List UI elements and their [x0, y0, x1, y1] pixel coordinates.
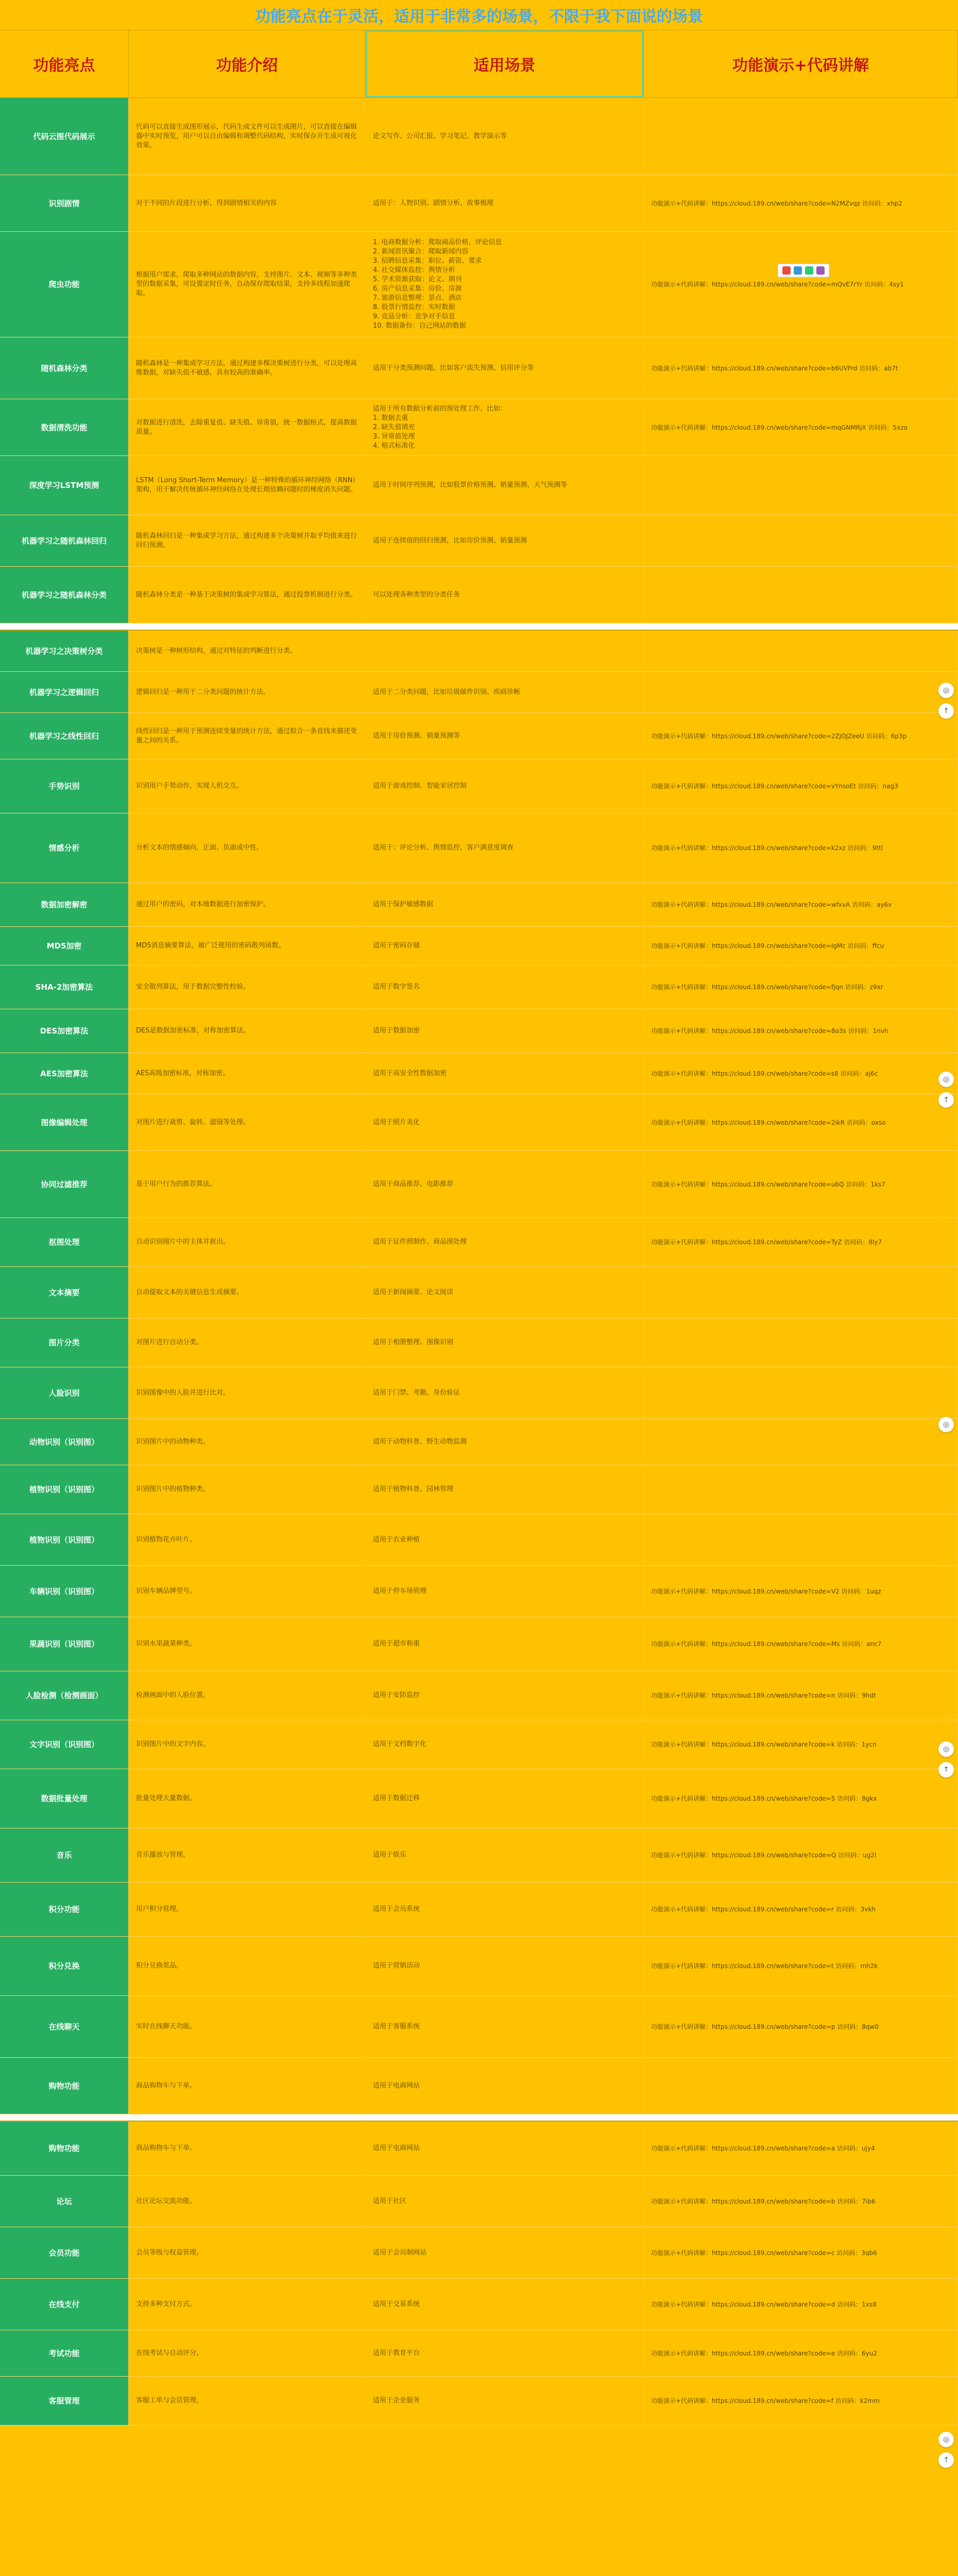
- keyboard-icon[interactable]: [805, 266, 813, 275]
- table-row: [0, 337, 958, 399]
- feature-intro-cell: 识别图片中的文字内容。: [129, 1720, 366, 1769]
- feature-demo-link-cell[interactable]: 功能演示+代码讲解：https://cloud.189.cn/web/share?code=TyZ 访问码：8ly7: [644, 1218, 958, 1266]
- feature-demo-link-cell[interactable]: 功能演示+代码讲解：https://cloud.189.cn/web/share?code=vYnsoEt 访问码：nag3: [644, 759, 958, 813]
- table-row: [0, 1465, 958, 1514]
- feature-name-cell: 机器学习之随机森林分类: [0, 567, 129, 623]
- side-float-help-icon-3[interactable]: ◎: [938, 1417, 954, 1432]
- feature-scene-cell: 适用于交易系统: [366, 2279, 644, 2330]
- table-row: [0, 759, 958, 814]
- feature-demo-link-cell[interactable]: 功能演示+代码讲解：https://cloud.189.cn/web/share?code=b6UVFrd 访问码：ab7t: [644, 337, 958, 399]
- feature-intro-cell: 识别车辆品牌型号。: [129, 1566, 366, 1617]
- feature-intro-cell: 识别用户手势动作，实现人机交互。: [129, 759, 366, 813]
- feature-intro-cell: 商品购物车与下单。: [129, 2122, 366, 2175]
- feature-demo-link-cell[interactable]: 功能演示+代码讲解：https://cloud.189.cn/web/share?code=mqGNMRjX 访问码：5xzo: [644, 399, 958, 455]
- feature-intro-cell: 根据用户需求，爬取多种网站的数据内容，支持图片、文本、视频等多种类型的数据采集，可设置定时任务，自动保存爬取结果，支持多线程加速爬取。: [129, 232, 366, 337]
- feature-scene-cell: 适用于高安全性数据加密: [366, 1053, 644, 1094]
- feature-name-cell: 图片分类: [0, 1318, 129, 1367]
- side-float-top-icon-5[interactable]: ↑: [938, 2452, 954, 2468]
- feature-name-cell: 随机森林分类: [0, 337, 129, 399]
- page-banner: 功能亮点在于灵活，适用于非常多的场景，不限于我下面说的场景: [255, 8, 703, 26]
- side-float-top-icon-4[interactable]: ↑: [938, 1762, 954, 1777]
- table-row: [0, 1053, 958, 1094]
- feature-demo-link-cell[interactable]: [644, 456, 958, 515]
- feature-name-cell: 在线支付: [0, 2279, 129, 2330]
- feature-demo-link-cell[interactable]: [644, 672, 958, 713]
- side-float-help-icon-4[interactable]: ◎: [938, 1741, 954, 1757]
- feature-demo-link-cell[interactable]: 功能演示+代码讲解：https://cloud.189.cn/web/share?code=u6Q 访问码：1ks7: [644, 1151, 958, 1217]
- feature-scene-cell: 适用于农业种植: [366, 1514, 644, 1565]
- table-row: [0, 1671, 958, 1720]
- feature-scene-cell: 可以处理各种类型的分类任务: [366, 567, 644, 623]
- feature-name-cell: 文本摘要: [0, 1267, 129, 1318]
- feature-intro-cell: 识别图像中的人脸并进行比对。: [129, 1367, 366, 1418]
- feature-scene-cell: 适用于分类预测问题，比如客户流失预测、信用评分等: [366, 337, 644, 399]
- feature-intro-cell: 社区论坛交流功能。: [129, 2176, 366, 2227]
- feature-intro-cell: 客服工单与会话管理。: [129, 2377, 366, 2425]
- feature-name-cell: 数据批量处理: [0, 1769, 129, 1828]
- side-float-help-icon[interactable]: ◎: [938, 683, 954, 698]
- feature-scene-cell: 适用于保护敏感数据: [366, 883, 644, 926]
- feature-demo-link-cell[interactable]: 功能演示+代码讲解：https://cloud.189.cn/web/share?code=8o3s 访问码：1nvh: [644, 1009, 958, 1053]
- feature-name-cell: 数据清洗功能: [0, 399, 129, 455]
- feature-name-cell: DES加密算法: [0, 1009, 129, 1053]
- feature-name-cell: SHA-2加密算法: [0, 965, 129, 1009]
- feature-demo-link-cell[interactable]: 功能演示+代码讲解：https://cloud.189.cn/web/share?code=2ZjOJZeeU 访问码：6p3p: [644, 713, 958, 759]
- feature-demo-link-cell[interactable]: 功能演示+代码讲解：https://cloud.189.cn/web/share?code=mQvE7rYr 访问码：4sy1: [644, 232, 958, 337]
- feature-name-cell: 爬虫功能: [0, 232, 129, 337]
- table-row: [0, 175, 958, 232]
- feature-intro-cell: 识别水果蔬菜种类。: [129, 1617, 366, 1671]
- feature-scene-cell: 适用于房价预测、销量预测等: [366, 713, 644, 759]
- feature-scene-cell: 1. 电商数据分析：爬取商品价格、评论信息 2. 新闻资讯聚合：爬取新闻内容 3. 招聘信息采集：职位、薪资、要求 4. 社交媒体监控：舆情分析 5. 学术资源获取：论文、期刊 6. 房产信息采集：房价、房源 7. 旅游信息整理：景点、酒店 8. 股票行情监控：实时数据 9. 竞品分析：竞争对手信息 10. 数据备份：自己网站的数据: [366, 232, 644, 337]
- feature-scene-cell: [366, 631, 644, 671]
- feature-demo-link-cell[interactable]: [644, 631, 958, 671]
- table-row: [0, 1218, 958, 1267]
- feature-demo-link-cell[interactable]: [644, 515, 958, 566]
- feature-name-cell: 机器学习之决策树分类: [0, 631, 129, 671]
- table-row: [0, 1419, 958, 1465]
- feature-scene-cell: 适用于新闻摘要、论文阅读: [366, 1267, 644, 1318]
- mic-icon[interactable]: [794, 266, 802, 275]
- feature-scene-cell: 适用于时间序列预测，比如股票价格预测、销量预测、天气预测等: [366, 456, 644, 515]
- feature-name-cell: 在线聊天: [0, 1996, 129, 2057]
- table-row: [0, 2176, 958, 2227]
- feature-name-cell: 会员功能: [0, 2227, 129, 2278]
- feature-demo-link-cell[interactable]: [644, 98, 958, 175]
- feature-scene-cell: 适用于超市称重: [366, 1617, 644, 1671]
- table-row: [0, 1009, 958, 1053]
- feature-name-cell: MD5加密: [0, 927, 129, 965]
- side-float-help-icon-2[interactable]: ◎: [938, 1072, 954, 1087]
- feature-intro-cell: 逻辑回归是一种用于二分类问题的统计方法。: [129, 672, 366, 713]
- feature-intro-cell: MD5消息摘要算法，被广泛使用的密码散列函数。: [129, 927, 366, 965]
- table-row: [0, 713, 958, 759]
- feature-intro-cell: 自动识别图片中的主体并抠出。: [129, 1218, 366, 1266]
- table-row: [0, 232, 958, 337]
- feature-scene-cell: 适用于会员系统: [366, 1883, 644, 1936]
- feature-scene-cell: 适用于游戏控制、智能家居控制: [366, 759, 644, 813]
- feature-name-cell: 深度学习LSTM预测: [0, 456, 129, 515]
- feature-demo-link-cell[interactable]: [644, 2058, 958, 2114]
- feature-demo-link-cell[interactable]: 功能演示+代码讲解：https://cloud.189.cn/web/share?code=t 访问码：mh2k: [644, 1937, 958, 1995]
- feature-demo-link-cell[interactable]: 功能演示+代码讲解：https://cloud.189.cn/web/share?code=2ikR 访问码：oxso: [644, 1094, 958, 1150]
- table-header: [0, 30, 958, 98]
- table-row: [0, 1720, 958, 1769]
- feature-intro-cell: 会员等级与权益管理。: [129, 2227, 366, 2278]
- section-separator: [0, 623, 958, 631]
- feature-demo-link-cell[interactable]: 功能演示+代码讲解：https://cloud.189.cn/web/share?code=wfxvA 访问码：ay6v: [644, 883, 958, 926]
- feature-intro-cell: 安全散列算法，用于数据完整性校验。: [129, 965, 366, 1009]
- feature-scene-cell: 适用于二分类问题，比如垃圾邮件识别、疾病诊断: [366, 672, 644, 713]
- feature-intro-cell: 检测画面中的人脸位置。: [129, 1671, 366, 1720]
- side-float-help-icon-5[interactable]: ◎: [938, 2432, 954, 2447]
- feature-name-cell: 手势识别: [0, 759, 129, 813]
- feature-scene-cell: 适用于证件照制作、商品图处理: [366, 1218, 644, 1266]
- feature-scene-cell: 适用于会员制网站: [366, 2227, 644, 2278]
- feature-name-cell: 积分功能: [0, 1883, 129, 1936]
- feature-name-cell: 识别剧情: [0, 175, 129, 231]
- feature-intro-cell: 随机森林是一种集成学习方法，通过构建多棵决策树进行分类，可以处理高维数据，对缺失值不敏感，具有较高的准确率。: [129, 337, 366, 399]
- feature-intro-cell: 支持多种支付方式。: [129, 2279, 366, 2330]
- feature-intro-cell: 线性回归是一种用于预测连续变量的统计方法，通过拟合一条直线来描述变量之间的关系。: [129, 713, 366, 759]
- feature-name-cell: 动物识别（识别图）: [0, 1419, 129, 1465]
- header-feature: 功能亮点: [0, 30, 129, 97]
- feature-name-cell: 机器学习之随机森林回归: [0, 515, 129, 566]
- feature-demo-link-cell[interactable]: 功能演示+代码讲解：https://cloud.189.cn/web/share?code=c 访问码：3qb6: [644, 2227, 958, 2278]
- feature-intro-cell: LSTM（Long Short-Term Memory）是一种特殊的循环神经网络（RNN）架构，用于解决传统循环神经网络在处理长期依赖问题时的梯度消失问题。: [129, 456, 366, 515]
- table-row: [0, 814, 958, 883]
- feature-name-cell: 人脸识别: [0, 1367, 129, 1418]
- table-row: [0, 1094, 958, 1151]
- feature-scene-cell: 适用于客服系统: [366, 1996, 644, 2057]
- table-row: [0, 2058, 958, 2114]
- feature-intro-cell: 随机森林回归是一种集成学习方法，通过构建多个决策树并取平均值来进行回归预测。: [129, 515, 366, 566]
- feature-demo-link-cell[interactable]: [644, 1267, 958, 1318]
- feature-intro-cell: 在线考试与自动评分。: [129, 2330, 366, 2376]
- feature-scene-cell: 适用于电商网站: [366, 2122, 644, 2175]
- feature-demo-link-cell[interactable]: 功能演示+代码讲解：https://cloud.189.cn/web/share?code=s8 访问码：aj6c: [644, 1053, 958, 1094]
- feature-name-cell: 图像编辑处理: [0, 1094, 129, 1150]
- feature-demo-link-cell[interactable]: 功能演示+代码讲解：https://cloud.189.cn/web/share?code=k2xz 访问码：9ttl: [644, 814, 958, 883]
- feature-demo-link-cell[interactable]: 功能演示+代码讲解：https://cloud.189.cn/web/share?code=5 访问码：8gkx: [644, 1769, 958, 1828]
- feature-scene-cell: 适用于安防监控: [366, 1671, 644, 1720]
- feature-intro-cell: 识别图片中的动物种类。: [129, 1419, 366, 1465]
- feature-demo-link-cell[interactable]: 功能演示+代码讲解：https://cloud.189.cn/web/share?code=e 访问码：6yu2: [644, 2330, 958, 2376]
- table-row: [0, 883, 958, 927]
- table-row: [0, 2279, 958, 2330]
- table-row: [0, 1151, 958, 1218]
- feature-name-cell: 机器学习之逻辑回归: [0, 672, 129, 713]
- table-row: [0, 456, 958, 515]
- table-row: [0, 2377, 958, 2426]
- feature-intro-cell: AES高级加密标准，对称加密。: [129, 1053, 366, 1094]
- feature-name-cell: AES加密算法: [0, 1053, 129, 1094]
- feature-name-cell: 人脸检测（检测画面）: [0, 1671, 129, 1720]
- feature-name-cell: 客服管理: [0, 2377, 129, 2425]
- feature-scene-cell: 适用于密码存储: [366, 927, 644, 965]
- feature-demo-link-cell[interactable]: [644, 1367, 958, 1418]
- feature-demo-link-cell[interactable]: 功能演示+代码讲解：https://cloud.189.cn/web/share?code=p 访问码：8qw0: [644, 1996, 958, 2057]
- feature-intro-cell: 音乐播放与管理。: [129, 1828, 366, 1882]
- feature-name-cell: 代码云图代码展示: [0, 98, 129, 175]
- header-demo: 功能演示+代码讲解: [644, 30, 958, 97]
- feature-scene-cell: 论文写作、公司汇报、学习笔记、教学演示等: [366, 98, 644, 175]
- table-row: [0, 1769, 958, 1828]
- feature-intro-cell: 代码可以直接生成图形展示，代码生成文件可以生成图片，可以直接在编辑器中实时预览，用户可以自由编辑和调整代码结构，实时保存并生成可视化效果。: [129, 98, 366, 175]
- feature-intro-cell: 对图片进行裁剪、旋转、滤镜等处理。: [129, 1094, 366, 1150]
- table-row: [0, 2227, 958, 2279]
- feature-intro-cell: 决策树是一种树形结构，通过对特征的判断进行分类。: [129, 631, 366, 671]
- emoji-icon[interactable]: [816, 266, 825, 275]
- table-row: [0, 567, 958, 623]
- feature-demo-link-cell[interactable]: 功能演示+代码讲解：https://cloud.189.cn/web/share?code=k 访问码：1ycn: [644, 1720, 958, 1769]
- feature-intro-cell: 商品购物车与下单。: [129, 2058, 366, 2114]
- feature-demo-link-cell[interactable]: [644, 1318, 958, 1367]
- feature-scene-cell: 适用于：评论分析、舆情监控、客户满意度调查: [366, 814, 644, 883]
- feature-name-cell: 果蔬识别（识别图）: [0, 1617, 129, 1671]
- feature-intro-cell: 积分兑换奖品。: [129, 1937, 366, 1995]
- feature-table-body: [0, 98, 958, 2426]
- section-separator: [0, 2114, 958, 2122]
- table-row: [0, 98, 958, 175]
- feature-demo-link-cell[interactable]: 功能演示+代码讲解：https://cloud.189.cn/web/share?code=V2 访问码：1uqz: [644, 1566, 958, 1617]
- feature-scene-cell: 适用于数字签名: [366, 965, 644, 1009]
- header-scene: 适用场景: [366, 30, 644, 97]
- feature-name-cell: 音乐: [0, 1828, 129, 1882]
- feature-demo-link-cell[interactable]: 功能演示+代码讲解：https://cloud.189.cn/web/share?code=IgMc 访问码：ffcu: [644, 927, 958, 965]
- feature-name-cell: 购物功能: [0, 2058, 129, 2114]
- feature-intro-cell: DES是数据加密标准，对称加密算法。: [129, 1009, 366, 1053]
- feature-intro-cell: 批量处理大量数据。: [129, 1769, 366, 1828]
- feature-scene-cell: 适用于门禁、考勤、身份验证: [366, 1367, 644, 1418]
- feature-scene-cell: 适用于数据迁移: [366, 1769, 644, 1828]
- feature-intro-cell: 对图片进行自动分类。: [129, 1318, 366, 1367]
- feature-scene-cell: 适用于企业服务: [366, 2377, 644, 2425]
- side-float-top-icon-2[interactable]: ↑: [938, 1092, 954, 1108]
- feature-name-cell: 论坛: [0, 2176, 129, 2227]
- feature-demo-link-cell[interactable]: [644, 1514, 958, 1565]
- feature-demo-link-cell[interactable]: 功能演示+代码讲解：https://cloud.189.cn/web/share?code=b 访问码：7ib6: [644, 2176, 958, 2227]
- feature-name-cell: 植物识别（识别图）: [0, 1465, 129, 1514]
- feature-demo-link-cell[interactable]: 功能演示+代码讲解：https://cloud.189.cn/web/share?code=fJqn 访问码：z9xr: [644, 965, 958, 1009]
- feature-intro-cell: 实时在线聊天功能。: [129, 1996, 366, 2057]
- feature-name-cell: 车辆识别（识别图）: [0, 1566, 129, 1617]
- table-row: [0, 631, 958, 672]
- feature-demo-link-cell[interactable]: [644, 567, 958, 623]
- feature-name-cell: 机器学习之线性回归: [0, 713, 129, 759]
- feature-name-cell: 数据加密解密: [0, 883, 129, 926]
- feature-scene-cell: 适用于相册整理、图像识别: [366, 1318, 644, 1367]
- feature-scene-cell: 适用于社区: [366, 2176, 644, 2227]
- feature-name-cell: 文字识别（识别图）: [0, 1720, 129, 1769]
- feature-name-cell: 抠图处理: [0, 1218, 129, 1266]
- table-row: [0, 965, 958, 1009]
- feature-name-cell: 协同过滤推荐: [0, 1151, 129, 1217]
- feature-scene-cell: 适用于营销活动: [366, 1937, 644, 1995]
- feature-scene-cell: 适用于文档数字化: [366, 1720, 644, 1769]
- feature-name-cell: 积分兑换: [0, 1937, 129, 1995]
- feature-intro-cell: 随机森林分类是一种基于决策树的集成学习算法，通过投票机制进行分类。: [129, 567, 366, 623]
- table-row: [0, 672, 958, 713]
- table-row: [0, 2122, 958, 2176]
- feature-scene-cell: 适用于动物科普、野生动物监测: [366, 1419, 644, 1465]
- header-intro: 功能介绍: [129, 30, 366, 97]
- feature-demo-link-cell[interactable]: [644, 1419, 958, 1465]
- feature-name-cell: 植物识别（识别图）: [0, 1514, 129, 1565]
- feature-scene-cell: 适用于植物科普、园林管理: [366, 1465, 644, 1514]
- feature-demo-link-cell[interactable]: 功能演示+代码讲解：https://cloud.189.cn/web/share?code=r 访问码：3vkh: [644, 1883, 958, 1936]
- feature-demo-link-cell[interactable]: 功能演示+代码讲解：https://cloud.189.cn/web/share?code=N2MZvqz 访问码：xhp2: [644, 175, 958, 231]
- feature-intro-cell: 识别图片中的植物种类。: [129, 1465, 366, 1514]
- table-row: [0, 1828, 958, 1883]
- feature-demo-link-cell[interactable]: 功能演示+代码讲解：https://cloud.189.cn/web/share?code=Ms 访问码：anc7: [644, 1617, 958, 1671]
- floating-toolbar[interactable]: [778, 264, 829, 277]
- feature-demo-link-cell[interactable]: 功能演示+代码讲解：https://cloud.189.cn/web/share?code=Q 访问码：ug2l: [644, 1828, 958, 1882]
- table-row: [0, 1367, 958, 1419]
- feature-intro-cell: 对于不同的片段进行分析，得到剧情相关的内容: [129, 175, 366, 231]
- table-row: [0, 2330, 958, 2377]
- feature-name-cell: 情感分析: [0, 814, 129, 883]
- feature-demo-link-cell[interactable]: 功能演示+代码讲解：https://cloud.189.cn/web/share?code=f 访问码：k2mm: [644, 2377, 958, 2425]
- table-row: [0, 1996, 958, 2058]
- feature-scene-cell: 适用于电商网站: [366, 2058, 644, 2114]
- feature-intro-cell: 通过用户的密码，对本地数据进行加密保护。: [129, 883, 366, 926]
- feature-intro-cell: 用户积分管理。: [129, 1883, 366, 1936]
- table-row: [0, 1514, 958, 1566]
- feature-scene-cell: 适用于所有数据分析前的预处理工作，比如： 1. 数据去重 2. 缺失值填充 3. 异常值处理 4. 格式标准化: [366, 399, 644, 455]
- table-row: [0, 1617, 958, 1671]
- sogou-icon[interactable]: [782, 266, 791, 275]
- table-row: [0, 515, 958, 567]
- feature-scene-cell: 适用于娱乐: [366, 1828, 644, 1882]
- feature-scene-cell: 适用于照片美化: [366, 1094, 644, 1150]
- feature-intro-cell: 识别植物花卉叶片。: [129, 1514, 366, 1565]
- table-row: [0, 1883, 958, 1937]
- feature-name-cell: 购物功能: [0, 2122, 129, 2175]
- feature-intro-cell: 基于用户行为的推荐算法。: [129, 1151, 366, 1217]
- feature-intro-cell: 对数据进行清洗，去除重复值、缺失值、异常值，统一数据格式，提高数据质量。: [129, 399, 366, 455]
- feature-demo-link-cell[interactable]: [644, 1465, 958, 1514]
- feature-scene-cell: 适用于数据加密: [366, 1009, 644, 1053]
- feature-scene-cell: 适用于连续值的回归预测，比如房价预测、销量预测: [366, 515, 644, 566]
- feature-demo-link-cell[interactable]: 功能演示+代码讲解：https://cloud.189.cn/web/share?code=a 访问码：ujy4: [644, 2122, 958, 2175]
- feature-demo-link-cell[interactable]: 功能演示+代码讲解：https://cloud.189.cn/web/share?code=d 访问码：1xs8: [644, 2279, 958, 2330]
- table-row: [0, 399, 958, 456]
- feature-scene-cell: 适用于教育平台: [366, 2330, 644, 2376]
- feature-intro-cell: 自动提取文本的关键信息生成摘要。: [129, 1267, 366, 1318]
- feature-demo-link-cell[interactable]: 功能演示+代码讲解：https://cloud.189.cn/web/share?code=n 访问码：9hdt: [644, 1671, 958, 1720]
- table-row: [0, 927, 958, 965]
- table-row: [0, 1937, 958, 1996]
- feature-scene-cell: 适用于停车场管理: [366, 1566, 644, 1617]
- table-row: [0, 1566, 958, 1617]
- feature-intro-cell: 分析文本的情感倾向，正面、负面或中性。: [129, 814, 366, 883]
- feature-name-cell: 考试功能: [0, 2330, 129, 2376]
- table-row: [0, 1267, 958, 1318]
- feature-scene-cell: 适用于：人物识别、剧情分析、故事梳理: [366, 175, 644, 231]
- side-float-top-icon[interactable]: ↑: [938, 703, 954, 719]
- feature-scene-cell: 适用于商品推荐、电影推荐: [366, 1151, 644, 1217]
- table-row: [0, 1318, 958, 1367]
